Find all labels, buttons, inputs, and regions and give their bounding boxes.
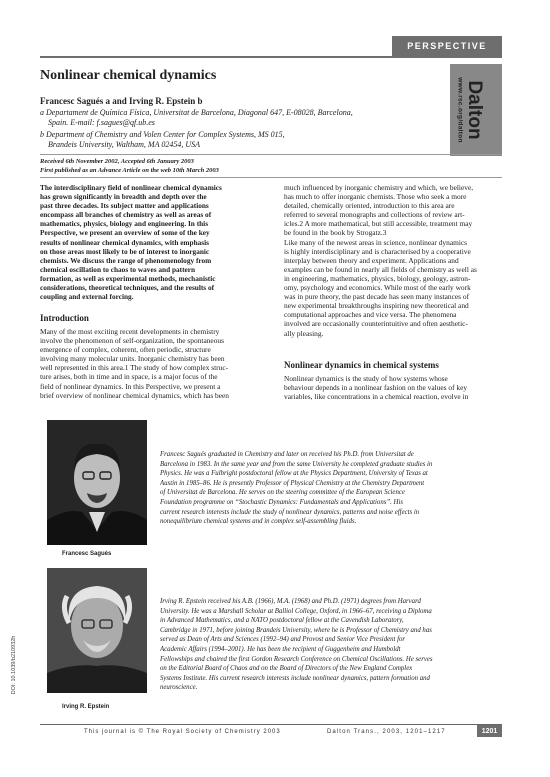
body-line: detailed, chemically oriented, introduction to this area are — [284, 201, 455, 211]
bio-line: on the Editorial Board of Chaos and on the Board of Directors of the New England Complex — [160, 665, 413, 673]
introduction-text — [40, 327, 266, 400]
abstract-line: has grown significantly in breadth and depth over the — [40, 192, 207, 202]
body-line: variables, like concentrations in a chemical reaction, evolve in — [284, 392, 469, 402]
top-rule — [40, 56, 502, 58]
body-line: well represented in this area.1 The study of how complex struc- — [40, 363, 229, 373]
bio-line: Academic Affairs (1994–2001). He has been the recipient of Guggenheim and Humboldt — [160, 645, 401, 653]
abstract-line: The interdisciplinary field of nonlinear chemical dynamics — [40, 183, 222, 192]
body-line: Many of the most exciting recent developments in chemistry — [40, 327, 220, 336]
photo-irving-epstein — [47, 568, 147, 693]
citation: Dalton Trans., 2003, 1201–1217 — [327, 729, 446, 735]
abstract-line: coupling and external forcing. — [40, 292, 134, 302]
body-line: was in pure theory, the past decade has seen many instances of — [284, 292, 470, 302]
abstract-line: on those areas most likely to be of interest to inorganic — [40, 246, 210, 256]
bio-line: Barcelona in 1983. In the same year and from the same University he completed graduate studies in — [160, 460, 433, 468]
nonlinear-dynamics-text — [284, 374, 502, 401]
article-dates — [40, 158, 219, 175]
body-line: has much to offer inorganic chemists. Those who seek a more — [284, 192, 467, 202]
perspective-banner: PERSPECTIVE — [392, 36, 502, 56]
photo-caption: Irving R. Epstein — [62, 704, 110, 710]
divider — [40, 154, 502, 155]
body-line: referred to several monographs and collections of review art- — [284, 210, 465, 220]
body-line: new experimental breakthroughs inspiring new theoretical and — [284, 301, 469, 311]
abstract-line: results of nonlinear chemical dynamics, with emphasis — [40, 237, 209, 247]
journal-url[interactable]: www.rsc.org/dalton — [456, 77, 464, 143]
photo-francesc-sagues — [47, 420, 147, 545]
body-line: involve the phenomenon of self-organization, the spontaneous — [40, 336, 224, 346]
body-line: field of nonlinear dynamics. In this Perspective, we present a — [40, 381, 221, 391]
body-line: icles.2 A more mathematical, but still accessible, treatment may — [284, 219, 473, 229]
abstract-line: considerations, theoretical techniques, and the results of — [40, 283, 215, 293]
bio-line: Fellowships and chaired the first Gordon Research Conference on Chemical Oscillations. He serves — [160, 655, 433, 663]
bio-line: nonequilibrium chemical systems and in complex self-assembling fluids. — [160, 518, 357, 526]
bio-francesc-sagues — [160, 450, 502, 527]
affiliation-b: b Department of Chemistry and Volen Center for Complex Systems, MS 015, — [40, 130, 285, 139]
abstract-line: encompass all branches of chemistry as well as areas of — [40, 210, 212, 220]
body-line: brief overview of nonlinear chemical dynamics, which has been — [40, 390, 230, 400]
body-line: ally pleasing. — [284, 328, 324, 338]
doi-label[interactable]: DOI: 10.1039/b210932h — [11, 635, 17, 695]
affiliation-a-email[interactable]: Spain. E-mail: f.sagues@qf.ub.es — [48, 118, 155, 127]
published-online: First published as an Advance Article on the web 10th March 2003 — [40, 166, 219, 174]
body-line: interplay between theory and experiment. Applications and — [284, 255, 459, 265]
bio-line: Austin in 1985–86. He is presently Professor of Physical Chemistry at the Chemistry Department — [160, 479, 425, 487]
article-authors: Francesc Sagués a and Irving R. Epstein b — [40, 96, 203, 106]
abstract-line: chemical oscillation to chaos to waves and pattern — [40, 264, 196, 274]
body-line: in engineering, mathematics, physics, biology, geology, astron- — [284, 273, 471, 283]
affiliation-b-address: Brandeis University, Waltham, MA 02454, USA — [48, 140, 200, 149]
bio-line: neuroscience. — [160, 684, 198, 692]
received-accepted: Received 6th November 2002, Accepted 6th January 2003 — [40, 158, 194, 165]
abstract-line: Perspective, we present an overview of some of the key — [40, 228, 210, 238]
bio-line: Francesc Sagués graduated in Chemistry and later on received his Ph.D. from Universitat de — [160, 451, 414, 458]
footer-rule — [40, 724, 502, 725]
bio-line: Irving R. Epstein received his A.B. (1966), M.A. (1968) and Ph.D. (1971) degrees from Harvard — [160, 598, 421, 605]
bio-line: in Advanced Mathematics, and a NATO postdoctoral fellow at the Cavendish Laboratory, — [160, 617, 404, 625]
body-line: omy, psychology and economics. While most of the early work — [284, 283, 471, 293]
bio-line: Foundation programme on “Stochastic Dynamics: Fundamentals and Applications”. His — [160, 498, 403, 506]
body-line: Nonlinear dynamics is the study of how systems whose — [284, 374, 448, 383]
section-heading-nonlinear-dynamics: Nonlinear dynamics in chemical systems — [284, 360, 439, 370]
abstract — [40, 183, 266, 301]
body-line: is highly interdisciplinary and is characterised by a cooperative — [284, 246, 471, 256]
bio-line: University. He was a Marshall Scholar at Balliol College, Oxford, in 1966–67, receiving a Diploma — [160, 607, 432, 615]
journal-name: Dalton — [464, 80, 485, 140]
body-line: much influenced by inorganic chemistry and which, we believe, — [284, 183, 474, 192]
body-line: be found in the book by Strogatz.3 — [284, 228, 387, 238]
bio-line: Physics. He was a Fulbright postdoctoral fellow at the Physics Department, University of Texas at — [160, 470, 428, 478]
divider — [40, 177, 502, 178]
abstract-line: mathematics, physics, biology and engineering. In this — [40, 219, 209, 229]
body-line: involving many molecular units. Inorganic chemistry has been — [40, 354, 225, 364]
body-line: emergence of complex, coherent, often periodic, structure — [40, 345, 211, 355]
body-line: involved are occasionally counterintuitive and often aesthetic- — [284, 319, 468, 329]
copyright-notice: This journal is © The Royal Society of Chemistry 2003 — [84, 729, 281, 735]
body-line: behaviour depends in a nonlinear fashion on the values of key — [284, 383, 468, 393]
bio-line: current research interests include the study of nonlinear dynamics, patterns and noise effects in — [160, 508, 420, 516]
body-line: ture arises, both in time and in space, is a major focus of the — [40, 372, 218, 382]
bio-irving-epstein — [160, 597, 502, 693]
photo-caption: Francesc Sagués — [62, 551, 112, 557]
abstract-line: formation, as well as experimental methods, mechanistic — [40, 273, 216, 283]
abstract-line: past three decades. Its subject matter and applications — [40, 201, 209, 211]
affiliation-a: a Departament de Química Física, Universitat de Barcelona, Diagonal 647, E-08028, Barcelona, — [40, 108, 353, 117]
body-line: computational approaches and vice versa. The phenomena — [284, 310, 457, 320]
abstract-line: chemists. We discuss the range of phenomenology from — [40, 255, 212, 265]
bio-line: of Universitat de Barcelona. He serves on the steering committee of the European Science — [160, 489, 405, 497]
bio-line: Systems Institute. His current research interests include nonlinear dynamics, pattern formation and — [160, 674, 430, 682]
section-heading-introduction: Introduction — [40, 313, 89, 323]
body-text-col2 — [284, 183, 502, 338]
bio-line: served as Dean of Arts and Sciences (1992–94) and Provost and Senior Vice President for — [160, 636, 406, 644]
body-line: examples can be found in nearly all fields of chemistry as well as — [284, 264, 477, 274]
bio-line: Cambridge in 1971, before joining Brandeis University, where he is Professor of Chemistry and has — [160, 626, 432, 634]
page-number: 1201 — [477, 725, 502, 737]
article-title: Nonlinear chemical dynamics — [40, 68, 217, 83]
body-line: Like many of the newest areas in science, nonlinear dynamics — [284, 237, 468, 247]
